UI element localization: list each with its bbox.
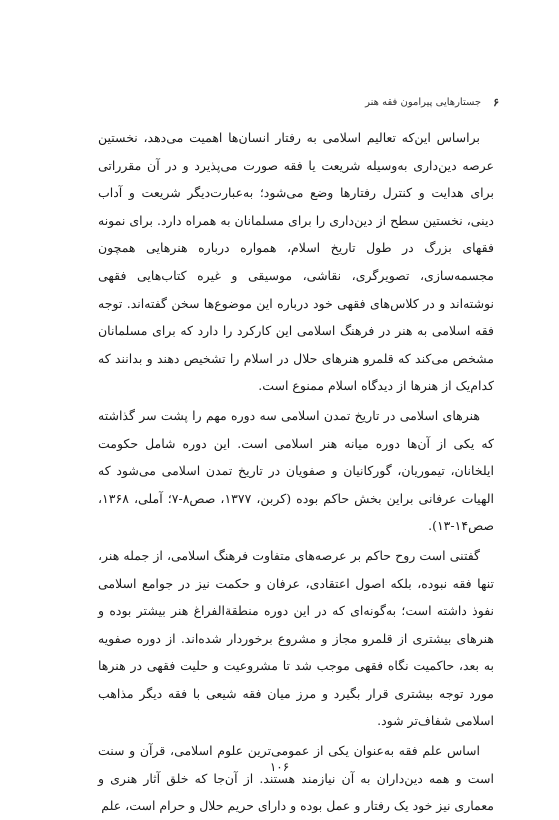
body-text (98, 124, 494, 820)
running-head (365, 96, 499, 109)
page-number: ۱۰۶ (269, 760, 290, 774)
paragraph-2: هنرهای اسلامی در تاریخ تمدن اسلامی سه دوره مهم را پشت سر گذاشته که یکی از آن‌ها دوره میانه هنر اسلامی است. این دوره شامل حکومت ایلخانان، تیموریان، گورکانیان و صفویان در تاریخ تمدن اسلامی می‌شود که الهیات عرفانی براین بخش حاکم بوده (کربن، ۱۳۷۷، صص۸-۷؛ آملی، ۱۳۶۸، صص۱۴-۱۳). (98, 407, 495, 534)
running-head-title: جستارهایی پیرامون فقه هنر (365, 97, 482, 108)
paragraph-3: گفتنی است روح حاکم بر عرصه‌های متفاوت فرهنگ اسلامی، از جمله هنر، تنها فقه نبوده، بلکه اصول اعتقادی، عرفان و حکمت نیز در جوامع اسلامی نفوذ داشته است؛ به‌گونه‌ای که در این دوره منطقةالفراغ هنر بیشتر بوده و هنرهای بیشتری از قلمرو مجاز و مشروع برخوردار شده‌اند. از دوره صفویه به بعد، حاکمیت نگاه فقهی موجب شد تا مشروعیت و حلیت فقهی در هنرها مورد توجه بیشتری قرار بگیرد و مرز میان فقه شیعی با فقه دیگر مذاهب اسلامی شفاف‌تر شود. (98, 547, 494, 729)
running-head-number: ۶ (493, 96, 499, 109)
paragraph-1: براساس این‌که تعالیم اسلامی به رفتار انسان‌ها اهمیت می‌دهد، نخستین عرصه دین‌داری به‌وسیله شریعت یا فقه صورت می‌پذیرد و در آن مقرراتی برای هدایت و کنترل رفتارها وضع می‌شود؛ به‌عبارت‌دیگر شریعت و آداب دینی، نخستین سطح از دین‌داری را برای مسلمانان به همراه دارد. برای نمونه فقهای بزرگ در طول تاریخ اسلام، همواره درباره هنرهایی همچون مجسمه‌سازی، تصویرگری، نقاشی، موسیقی و غیره کتاب‌هایی فقهی نوشته‌اند و در کلاس‌های فقهی خود درباره این موضوع‌ها سخن گفته‌اند. توجه فقه اسلامی به هنر در فرهنگ اسلامی این کارکرد را دارد که برای مسلمانان مشخص می‌کند که قلمرو هنرهای حلال در اسلام را تشخیص دهند و بدانند که کدام‌یک از هنرها از دیدگاه اسلام ممنوع است. (98, 130, 494, 394)
paragraph-4: اساس علم فقه به‌عنوان یکی از عمومی‌ترین علوم اسلامی، قرآن و سنت است و همه دین‌داران به آن نیازمند هستند. از آن‌جا که خلق آثار هنری و معماری نیز خود یک رفتار و عمل بوده و دارای حریم حلال و حرام است، علم (98, 743, 494, 814)
